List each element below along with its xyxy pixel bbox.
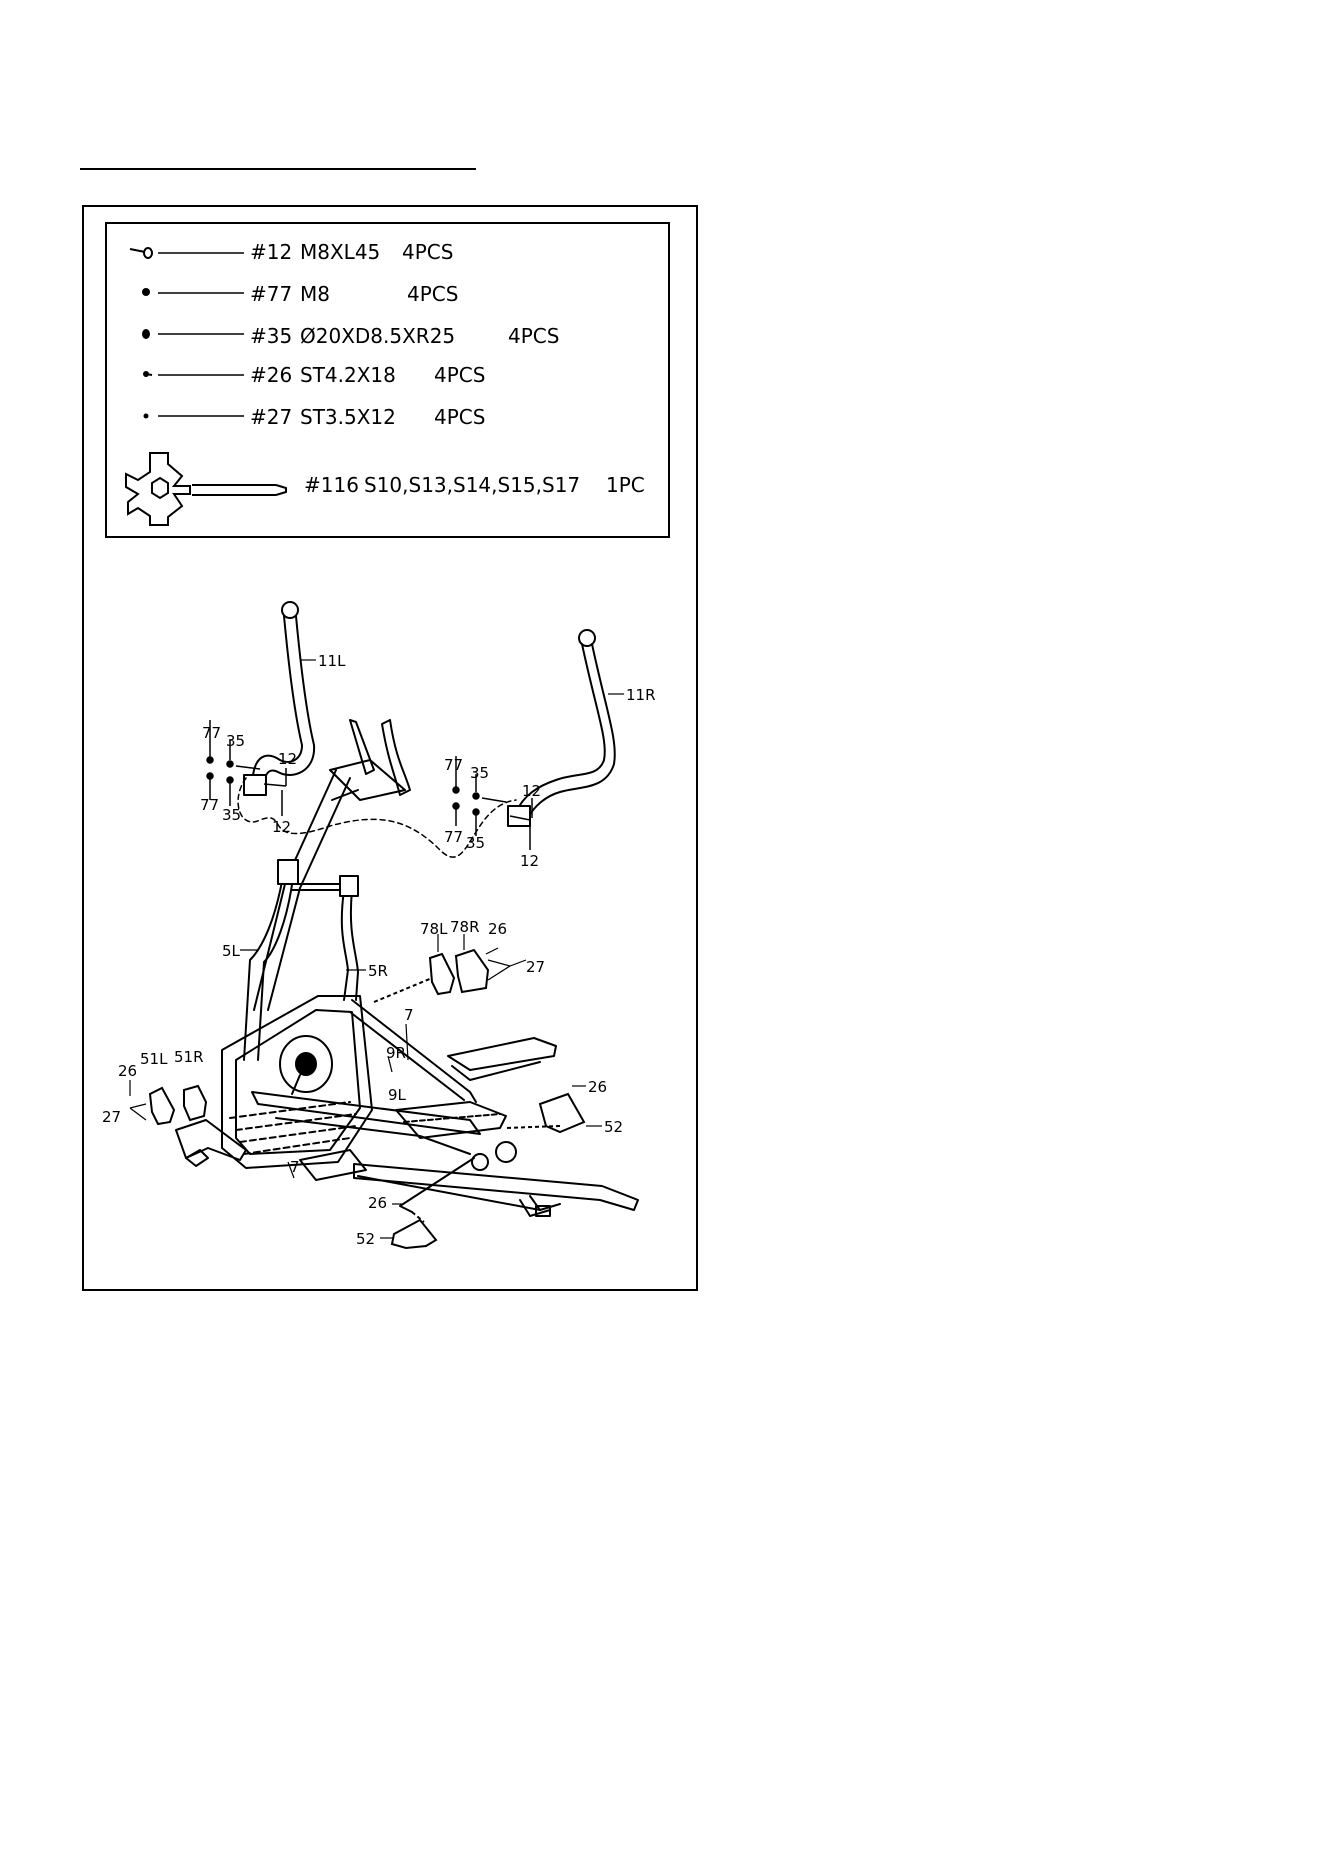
callout-26: 26 — [368, 1194, 388, 1212]
part-spec: Ø20XD8.5XR25 — [300, 324, 456, 348]
callout-35: 35 — [226, 732, 246, 750]
callout-5R: 5R — [368, 962, 388, 980]
part-qty: 4PCS — [508, 324, 560, 348]
nut-icon — [142, 288, 150, 296]
callout-11L: 11L — [318, 652, 346, 670]
washer-icon — [142, 329, 150, 339]
multi-wrench-icon — [126, 453, 286, 525]
part-number: #77 — [250, 282, 293, 306]
callout-12: 12 — [522, 782, 542, 800]
hardware-list — [126, 240, 645, 525]
small-screw-icon — [144, 414, 149, 419]
part-qty: 4PCS — [402, 240, 454, 264]
callout-51R: 51R — [174, 1048, 204, 1066]
callout-12: 12 — [278, 750, 298, 768]
part-number: #27 — [250, 405, 293, 429]
part-qty: 4PCS — [407, 282, 459, 306]
cover-52-front — [392, 1220, 436, 1248]
callout-77: 77 — [202, 724, 222, 742]
flywheel-housing — [222, 996, 372, 1168]
part-spec: ST3.5X12 — [300, 405, 396, 429]
part-spec: M8XL45 — [300, 240, 381, 264]
cover-52-right — [540, 1094, 584, 1132]
callout-77: 77 — [200, 796, 220, 814]
callout-27: 27 — [102, 1108, 122, 1126]
callout-26: 26 — [488, 920, 508, 938]
part-qty: 4PCS — [434, 363, 486, 387]
callout-52: 52 — [356, 1230, 376, 1248]
callout-7: 7 — [290, 1158, 300, 1176]
part-number: #26 — [250, 363, 293, 387]
callout-77: 77 — [444, 828, 464, 846]
hardware-row-26 — [143, 363, 485, 387]
bolt-icon — [130, 248, 152, 258]
hardware-row-27 — [144, 405, 486, 429]
hardware-row-116 — [126, 453, 645, 525]
part-number: #12 — [250, 240, 293, 264]
pedal-left — [396, 1102, 506, 1138]
callout-11R: 11R — [626, 686, 656, 704]
callout-26: 26 — [118, 1062, 138, 1080]
callout-77: 77 — [444, 756, 464, 774]
part-qty: 4PCS — [434, 405, 486, 429]
callout-12: 12 — [272, 818, 292, 836]
cover-78L — [430, 954, 454, 994]
callout-27: 27 — [526, 958, 546, 976]
cover-51L — [150, 1088, 174, 1124]
callout-35: 35 — [470, 764, 490, 782]
callout-5L: 5L — [222, 942, 240, 960]
cover-parts — [150, 950, 584, 1248]
callout-12: 12 — [520, 852, 540, 870]
part-spec: M8 — [300, 282, 330, 306]
callout-52: 52 — [604, 1118, 624, 1136]
label-leaders — [130, 660, 624, 1238]
part-spec: ST4.2X18 — [300, 363, 396, 387]
callout-7: 7 — [404, 1006, 414, 1024]
part-number: #35 — [250, 324, 293, 348]
hardware-row-12 — [130, 240, 453, 264]
hardware-row-77 — [142, 282, 458, 306]
cover-51R — [184, 1086, 206, 1120]
cover-78R — [456, 950, 488, 992]
part-number: #116 — [304, 473, 359, 497]
hardware-row-35 — [142, 324, 559, 348]
part-spec: S10,S13,S14,S15,S17 — [364, 473, 581, 497]
callout-78R: 78R — [450, 918, 480, 936]
callout-9L: 9L — [388, 1086, 406, 1104]
pedal-right — [448, 1038, 556, 1080]
part-qty: 1PC — [606, 473, 645, 497]
callout-26: 26 — [588, 1078, 608, 1096]
callout-35: 35 — [466, 834, 486, 852]
callout-78L: 78L — [420, 920, 448, 938]
callout-35: 35 — [222, 806, 242, 824]
part-callouts — [102, 652, 656, 1248]
callout-51L: 51L — [140, 1050, 168, 1068]
callout-9R: 9R — [386, 1044, 406, 1062]
arm-5R — [340, 876, 358, 1000]
screw-icon — [143, 371, 152, 377]
